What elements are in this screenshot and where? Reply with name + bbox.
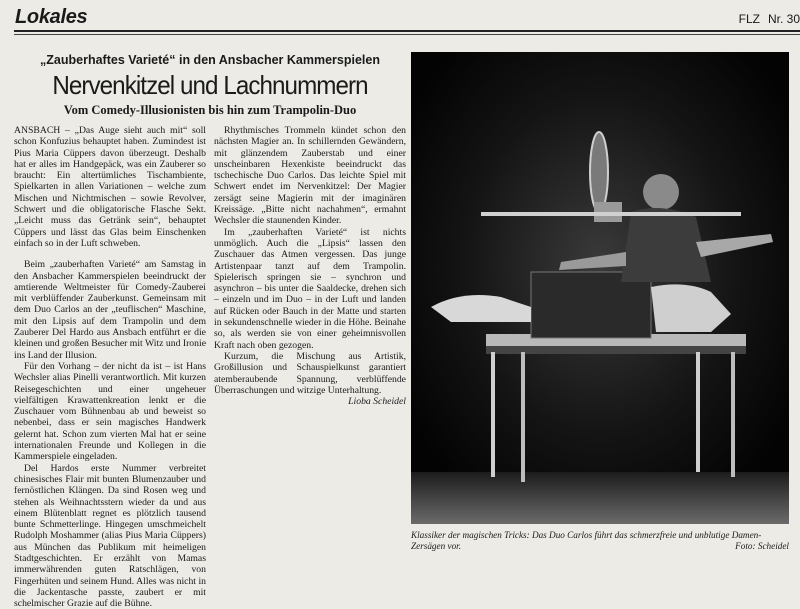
article-column-2 — [214, 125, 406, 557]
stage-illusion-photo — [411, 52, 789, 524]
article-headline: Nervenkitzel und Lachnummern — [52, 70, 368, 100]
article-photo — [411, 52, 789, 524]
caption-text: Klassiker der magischen Tricks: Das Duo Carlos führt das schmerzfreie und unblutige Damen-Zersägen vor. — [411, 530, 762, 551]
article-paragraph-5: Rhythmisches Trommeln kündet schon den nächsten Magier an. In schillernden Gewändern, mit glänzendem Zauberstab und einer unscheinbaren Hexenkiste beeindruckt das tschechische Duo Carlos. Das leichte Spiel mit Schwert endet im Nervenkitzel: Der Magier zersägt seine Magierin mit der imaginären Kreissäge. „Bitte nicht nachahmen“, ermahnt Wechsler die staunenden Kinder. — [214, 125, 406, 227]
issue-line — [731, 12, 800, 26]
photo-credit: Foto: Scheidel — [735, 541, 789, 551]
article-kicker: „Zauberhaftes Varieté“ in den Ansbacher Kammerspielen — [40, 53, 380, 67]
article-paragraph-3: Für den Vorhang – der nicht da ist – ist Hans Wechsler alias Pinelli verantwortlich. Mit kurzen Reisegeschichten und einer ungeheuer vielfältigen Krawattenkreation lenkt er die Zuschauer vom Bühnenbau ab und beweist so nebenbei, dass er sein magisches Handwerk gelernt hat. Schon zum vierten Mal hat er seine internationalen Freunde und Kollegen in die Kammerspiele eingeladen. — [14, 360, 206, 463]
author-byline: Lioba Scheidel — [348, 396, 406, 408]
article-column-1 — [14, 125, 206, 609]
header-rule-thin — [14, 34, 800, 35]
article-paragraph-6: Im „zauberhaften Varieté“ ist nichts unmöglich. Auch die „Lipsis“ lassen den Zuschauer das Atmen vergessen. Das junge Artistenpaar tanzt auf dem Trampolin. Spielerisch springen sie – synchron und asynchron – bis unter die Saaldecke, drehen sich – einzeln und im Duo – in der Luft und landen auf Rücken oder Bauch in der Matte und starten in sekundenschnelle wieder in die Höhe. Beinahe so, als werden sie von einer geheimnisvollen Kraft nach oben gezogen. — [214, 226, 406, 351]
header-rule — [14, 30, 800, 32]
article-paragraph-2: Beim „zauberhaften Varieté“ am Samstag in den Ansbacher Kammerspielen beeindruckt der amtierende Weltmeister für Comedy-Zauberei mit verblüffender Zauberkunst. Gemeinsam mit dem Duo Carlos an der „teuflischen“ Maschine, mit den Lipsis auf dem Trampolin und dem Zauberer Del Hardo aus Ansbach entführt er die kleinen und großen Besucher mit Witz und Ironie ins Land der Illusion. — [14, 259, 206, 361]
dateline: ANSBACH – — [14, 125, 75, 136]
photo-caption — [411, 530, 789, 552]
section-title: Lokales — [15, 6, 88, 28]
issue-number: Nr. 30 — [767, 12, 800, 26]
article-paragraph-1: ANSBACH – „Das Auge sieht auch mit“ soll schon Konfuzius behauptet haben. Zumindest ist Pius Maria Cüppers davon überzeugt. Deshalb hat er alles im Handgepäck, was ein Zauberer so braucht: Ein altertümliches Tischambiente, Spielkarten in allen Variationen – welche zum Mischen und Nichtmischen – sowie Revolver, Schwert und die obligatorische Flasche Sekt. „Leicht muss das Getränk sein“, behauptet Cüppers und lässt das Glas beim Einschenken einfach so in der Luft schweben. — [14, 125, 206, 249]
paper-name: FLZ — [738, 12, 760, 26]
article-subhead: Vom Comedy-Illusionisten bis hin zum Trampolin-Duo — [63, 103, 357, 117]
article-paragraph-7: Kurzum, die Mischung aus Artistik, Großillusion und Schauspielkunst garantiert atemberaubende Spannung, verblüffende Überraschungen und witzige Unterhaltung. Lioba Scheidel — [214, 350, 406, 408]
article-paragraph-4: Del Hardos erste Nummer verbreitet chinesisches Flair mit bunten Blumenzauber und fernöstlichen Klängen. Da sind Rosen weg und stehen als Weihnachtsstern wieder da und aus einem Blütenblatt regnet es plötzlich tausend bunte Schmetterlinge. Hingegen umschmeichelt Rudolph Moshammer (alias Pius Maria Cüppers) aus München das Publikum mit heimeligen Stadtgeschichten. Er erzählt von Mamas immerwährenden guten Ratschlägen, von Fingerhüten und seinem Hund. Alles was nicht in die Jackentasche passte, zaubert er mit schelmischer Grazie auf die Bühne. — [14, 462, 206, 609]
